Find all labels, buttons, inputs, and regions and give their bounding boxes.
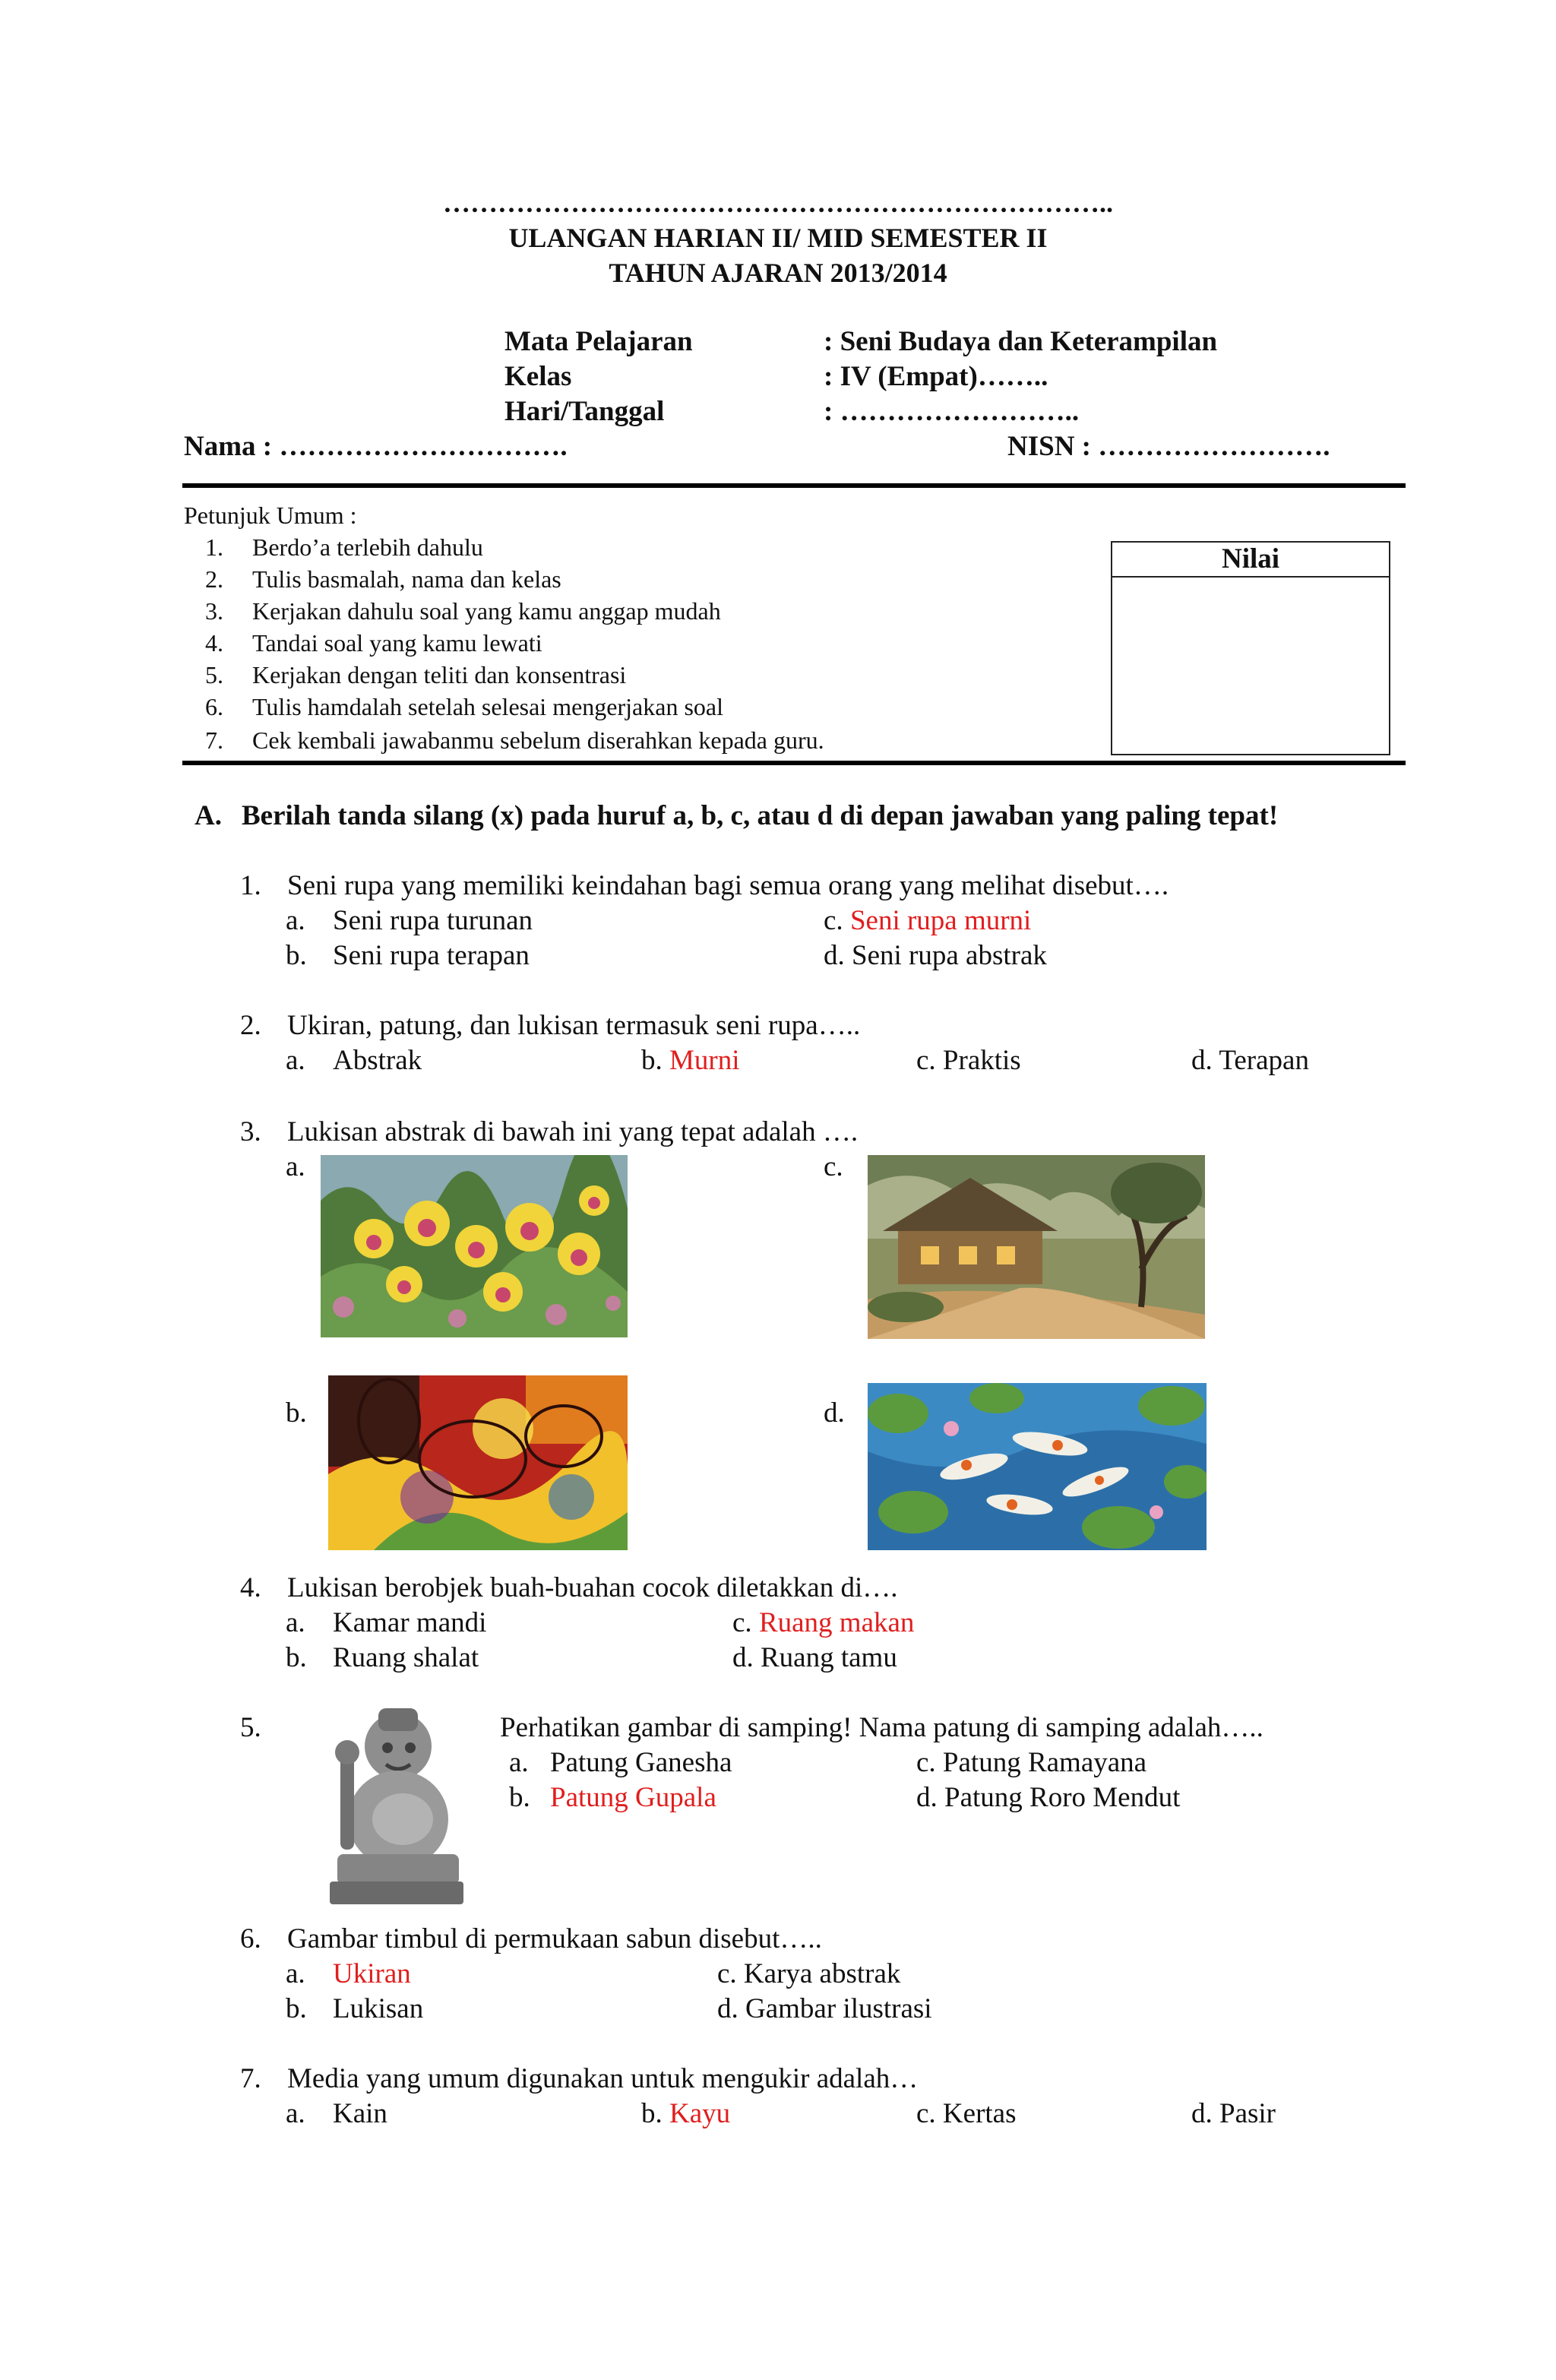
option-b[interactable]: Ruang shalat	[333, 1642, 479, 1673]
answer-key: Kayu	[669, 2098, 731, 2129]
cottage-landscape-image[interactable]	[868, 1155, 1205, 1339]
option-letter: b.	[509, 1782, 530, 1813]
section-instruction: Berilah tanda silang (x) pada huruf a, b, c, atau d di depan jawaban yang paling tepat!	[242, 800, 1279, 831]
instruction-item: Tandai soal yang kamu lewati	[252, 629, 542, 657]
question-number: 1.	[240, 870, 261, 901]
instruction-number: 6.	[205, 693, 223, 720]
option-letter: b.	[641, 1045, 669, 1076]
option-letter: a.	[286, 1958, 305, 1989]
name-field: Nama : ………………………….	[184, 431, 568, 462]
instruction-number: 5.	[205, 661, 223, 688]
option-c[interactable]: c. Kertas	[916, 2098, 1017, 2129]
question-number: 4.	[240, 1572, 261, 1603]
question-text: Perhatikan gambar di samping! Nama patung di samping adalah…..	[500, 1712, 1263, 1743]
header-divider	[182, 483, 1406, 488]
question-number: 7.	[240, 2063, 261, 2094]
instruction-number: 2.	[205, 565, 223, 593]
koi-fish-painting-image[interactable]	[868, 1383, 1207, 1550]
option-text: Seni rupa abstrak	[852, 940, 1047, 971]
option-b[interactable]: Seni rupa terapan	[333, 940, 530, 971]
question-number: 2.	[240, 1010, 261, 1041]
subject-value: : Seni Budaya dan Keterampilan	[824, 326, 1218, 357]
option-letter: a.	[286, 1607, 305, 1638]
option-letter: b.	[286, 940, 307, 971]
subject-label: Mata Pelajaran	[504, 326, 693, 357]
option-letter: b.	[641, 2098, 669, 2129]
option-letter: a.	[286, 1045, 305, 1076]
question-number: 5.	[240, 1712, 261, 1743]
option-letter: b.	[286, 1642, 307, 1673]
question-number: 3.	[240, 1116, 261, 1147]
instruction-number: 1.	[205, 533, 223, 561]
option-letter: d.	[824, 1397, 845, 1429]
answer-key: Seni rupa murni	[849, 905, 1032, 936]
option-letter: a.	[286, 2098, 305, 2129]
option-letter: a.	[286, 905, 305, 936]
instruction-number: 3.	[205, 597, 223, 625]
instruction-item: Kerjakan dahulu soal yang kamu anggap mudah	[252, 597, 721, 625]
option-a[interactable]: Ukiran	[333, 1958, 411, 1989]
option-d[interactable]: d. Ruang tamu	[732, 1642, 897, 1673]
instruction-number: 7.	[205, 726, 223, 754]
option-b[interactable]	[641, 2097, 730, 2130]
option-letter: b.	[286, 1397, 307, 1429]
flower-painting-image[interactable]	[321, 1155, 628, 1337]
option-d[interactable]	[824, 939, 1047, 972]
question-text: Gambar timbul di permukaan sabun disebut…..	[287, 1923, 822, 1954]
option-a[interactable]: Kain	[333, 2098, 387, 2129]
option-c[interactable]: c. Karya abstrak	[717, 1958, 901, 1989]
option-letter: b.	[286, 1993, 307, 2024]
question-text: Ukiran, patung, dan lukisan termasuk seni rupa…..	[287, 1010, 861, 1041]
option-c[interactable]: c. Patung Ramayana	[916, 1747, 1147, 1778]
option-c[interactable]: c. Praktis	[916, 1045, 1021, 1076]
option-d[interactable]: d. Patung Roro Mendut	[916, 1782, 1181, 1813]
instruction-item: Kerjakan dengan teliti dan konsentrasi	[252, 661, 627, 688]
option-d[interactable]: d. Terapan	[1191, 1045, 1309, 1076]
header-dots: ………………………………………………………………..	[443, 188, 1113, 218]
date-value: : ……………………..	[824, 396, 1080, 427]
instruction-item: Cek kembali jawabanmu sebelum diserahkan kepada guru.	[252, 726, 824, 754]
option-d[interactable]: d. Gambar ilustrasi	[717, 1993, 932, 2024]
class-label: Kelas	[504, 361, 572, 392]
instructions-divider	[182, 761, 1406, 765]
option-b[interactable]	[641, 1044, 740, 1077]
option-letter: a.	[286, 1151, 305, 1182]
instruction-item: Tulis basmalah, nama dan kelas	[252, 565, 561, 593]
score-box	[1111, 541, 1390, 755]
option-a[interactable]: Kamar mandi	[333, 1607, 487, 1638]
option-d[interactable]: d. Pasir	[1191, 2098, 1276, 2129]
nisn-field: NISN : …………………….	[1007, 431, 1330, 462]
instructions-heading: Petunjuk Umum :	[184, 502, 357, 529]
option-a[interactable]: Seni rupa turunan	[333, 905, 533, 936]
score-box-label: Nilai	[1112, 543, 1389, 578]
date-label: Hari/Tanggal	[504, 396, 665, 427]
abstract-painting-image[interactable]	[328, 1375, 628, 1550]
instruction-item: Tulis hamdalah setelah selesai mengerjakan soal	[252, 693, 723, 720]
section-letter: A.	[194, 800, 222, 831]
option-letter: c.	[732, 1607, 759, 1638]
option-a[interactable]: Patung Ganesha	[550, 1747, 732, 1778]
option-letter: c.	[824, 905, 850, 936]
option-letter: a.	[509, 1747, 529, 1778]
exam-title: ULANGAN HARIAN II/ MID SEMESTER II	[508, 223, 1048, 253]
class-value: : IV (Empat)……..	[824, 361, 1048, 392]
question-text: Seni rupa yang memiliki keindahan bagi semua orang yang melihat disebut….	[287, 870, 1169, 901]
option-b[interactable]: Lukisan	[333, 1993, 424, 2024]
option-c[interactable]	[824, 904, 1031, 937]
instruction-item: Berdo’a terlebih dahulu	[252, 533, 483, 561]
gupala-statue-image[interactable]	[319, 1705, 468, 1906]
option-letter: d.	[824, 940, 852, 971]
option-b[interactable]: Patung Gupala	[550, 1782, 716, 1813]
option-c[interactable]	[732, 1606, 914, 1639]
option-a[interactable]: Abstrak	[333, 1045, 422, 1076]
question-number: 6.	[240, 1923, 261, 1954]
question-text: Lukisan abstrak di bawah ini yang tepat adalah ….	[287, 1116, 859, 1147]
answer-key: Ruang makan	[758, 1607, 915, 1638]
option-letter: c.	[824, 1151, 843, 1182]
academic-year: TAHUN AJARAN 2013/2014	[609, 258, 947, 288]
question-text: Media yang umum digunakan untuk mengukir adalah…	[287, 2063, 919, 2094]
instruction-number: 4.	[205, 629, 223, 657]
question-text: Lukisan berobjek buah-buahan cocok diletakkan di….	[287, 1572, 898, 1603]
answer-key: Murni	[669, 1045, 740, 1076]
